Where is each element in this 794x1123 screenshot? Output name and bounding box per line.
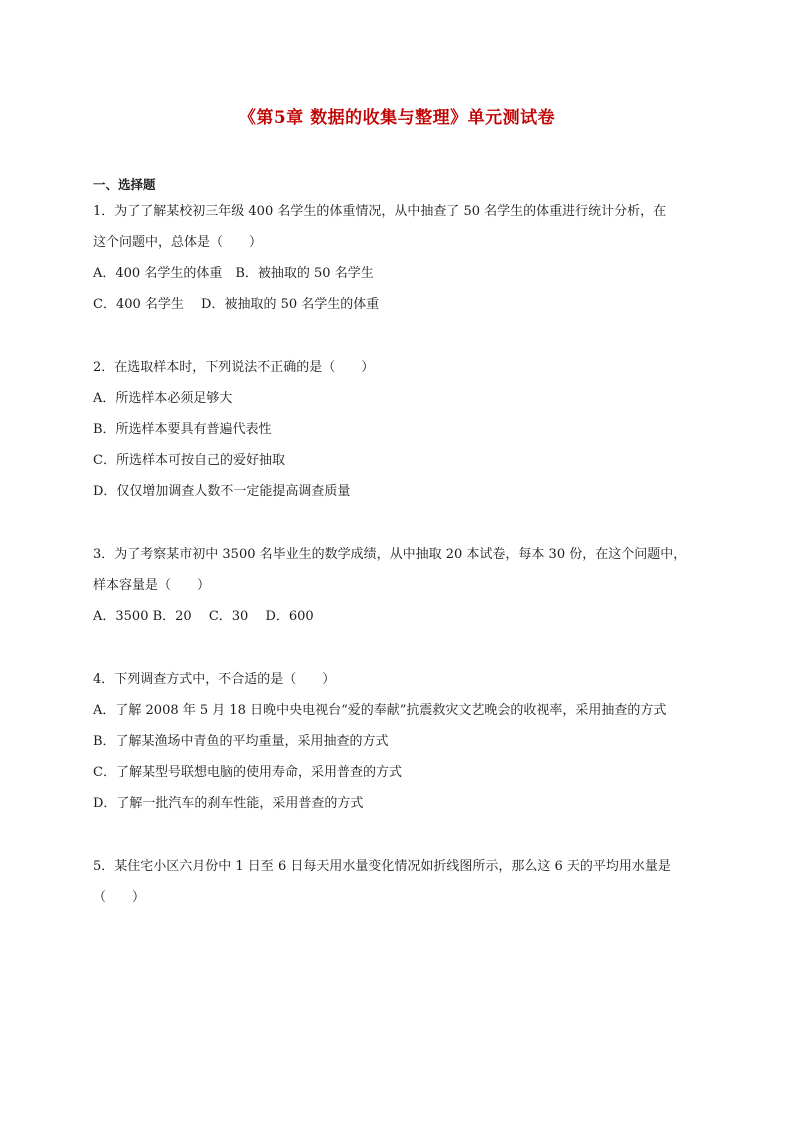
question-2 [93,352,713,507]
question-stem-line: 这个问题中，总体是（ ） [93,235,263,250]
question-stem-line: 2．在选取样本时，下列说法不正确的是（ ） [93,360,375,375]
question-5 [93,851,713,913]
answer-option-line: C．了解某型号联想电脑的使用寿命，采用普查的方式 [93,765,402,780]
answer-option-line: B．了解某渔场中青鱼的平均重量，采用抽查的方式 [93,734,389,749]
answer-option-line: C．所选样本可按自己的爱好抽取 [93,453,285,468]
answer-option-line: D．仅仅增加调查人数不一定能提高调查质量 [93,484,351,499]
answer-option-line: B．所选样本要具有普遍代表性 [93,422,272,437]
question-stem-line: 样本容量是（ ） [93,578,211,593]
answer-option-line: C．400 名学生 D．被抽取的 50 名学生的体重 [93,297,380,312]
question-3 [93,539,713,632]
answer-option-line: A．400 名学生的体重 B．被抽取的 50 名学生 [93,266,374,281]
question-stem-line: 4．下列调查方式中，不合适的是（ ） [93,672,336,687]
question-list [93,174,713,913]
answer-option-line: A．所选样本必须足够大 [93,391,233,406]
question-stem-line: 5．某住宅小区六月份中 1 日至 6 日每天用水量变化情况如折线图所示，那么这 6 天的平均用水量是 [93,859,671,874]
page-title: 《第5章 数据的收集与整理》单元测试卷 [238,108,556,128]
questions-container [93,196,713,913]
question-1 [93,196,713,320]
question-stem-line: 3．为了考察某市初中 3500 名毕业生的数学成绩，从中抽取 20 本试卷，每本 30 份，在这个问题中， [93,547,687,562]
section-heading: 一、选择题 [93,177,156,192]
answer-option-line: A．3500 B．20 C．30 D．600 [93,609,314,624]
answer-option-line: A．了解 2008 年 5 月 18 日晚中央电视台“爱的奉献”抗震救灾文艺晚会的收视率，采用抽查的方式 [93,703,667,718]
question-stem-line: （ ） [93,890,146,905]
answer-option-line: D．了解一批汽车的刹车性能，采用普查的方式 [93,796,364,811]
question-4 [93,664,713,819]
question-stem-line: 1．为了了解某校初三年级 400 名学生的体重情况，从中抽查了 50 名学生的体重进行统计分析，在 [93,204,667,219]
